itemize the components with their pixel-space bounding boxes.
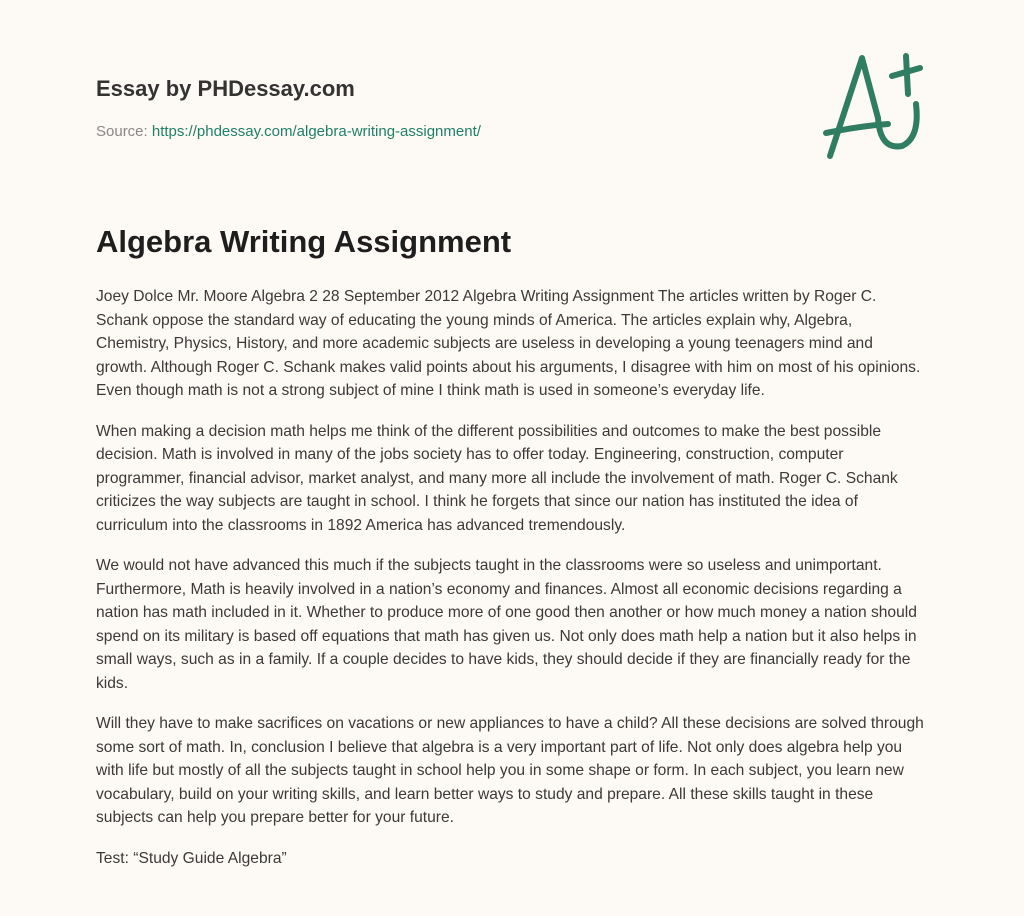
paragraph: Will they have to make sacrifices on vacations or new appliances to have a child? All these decisions are solved through some sort of math. In, conclusion I believe that algebra is a very important part of life. Not only does algebra help you with life but mostly of all the subjects taught in school help you in some shape or form. In each subject, you learn new vocabulary, build on your writing skills, and learn better ways to study and prepare. All these skills taught in these subjects can help you prepare better for your future. [96,715,924,826]
article-title: Algebra Writing Assignment [96,224,512,259]
source-label: Source: [96,123,152,140]
site-title: Essay by PHDessay.com [96,76,355,101]
source-link[interactable]: https://phdessay.com/algebra-writing-assignment/ [151,123,481,140]
paragraph: We would not have advanced this much if the subjects taught in the classrooms were so useless and unimportant. Furthermore, Math is heavily involved in a nation’s economy and finances. Almost all economic decisions regarding a nation has math included in it. Whether to produce more of one good then another or how much money a nation should spend on its military is based off equations that math has given us. Not only does math help a nation but it also helps in small ways, such as in a family. If a couple decides to have kids, they should decide if they are financially ready for the kids. [96,557,917,692]
paragraph: When making a decision math helps me think of the different possibilities and outcomes to make the best possible decision. Math is involved in many of the jobs society has to offer today. Engineering, construction, computer programmer, financial advisor, market analyst, and many more all include the involvement of math. Roger C. Schank criticizes the way subjects are taught in school. I think he forgets that since our nation has instituted the idea of curriculum into the classrooms in 1892 America has advanced tremendously. [96,422,898,534]
article-body [96,285,928,887]
a-plus-logo-icon [820,38,940,168]
paragraph: Joey Dolce Mr. Moore Algebra 2 28 September 2012 Algebra Writing Assignment The articles written by Roger C. Schank oppose the standard way of educating the young minds of America. The articles explain why, Algebra, Chemistry, Physics, History, and more academic subjects are useless in developing a young teenagers mind and growth. Although Roger C. Schank makes valid points about his arguments, I disagree with him on most of his opinions. Even though math is not a strong subject of mine I think math is used in someone’s everyday life. [96,288,921,399]
paragraph: Test: “Study Guide Algebra” [96,849,287,867]
source-line [96,123,481,140]
